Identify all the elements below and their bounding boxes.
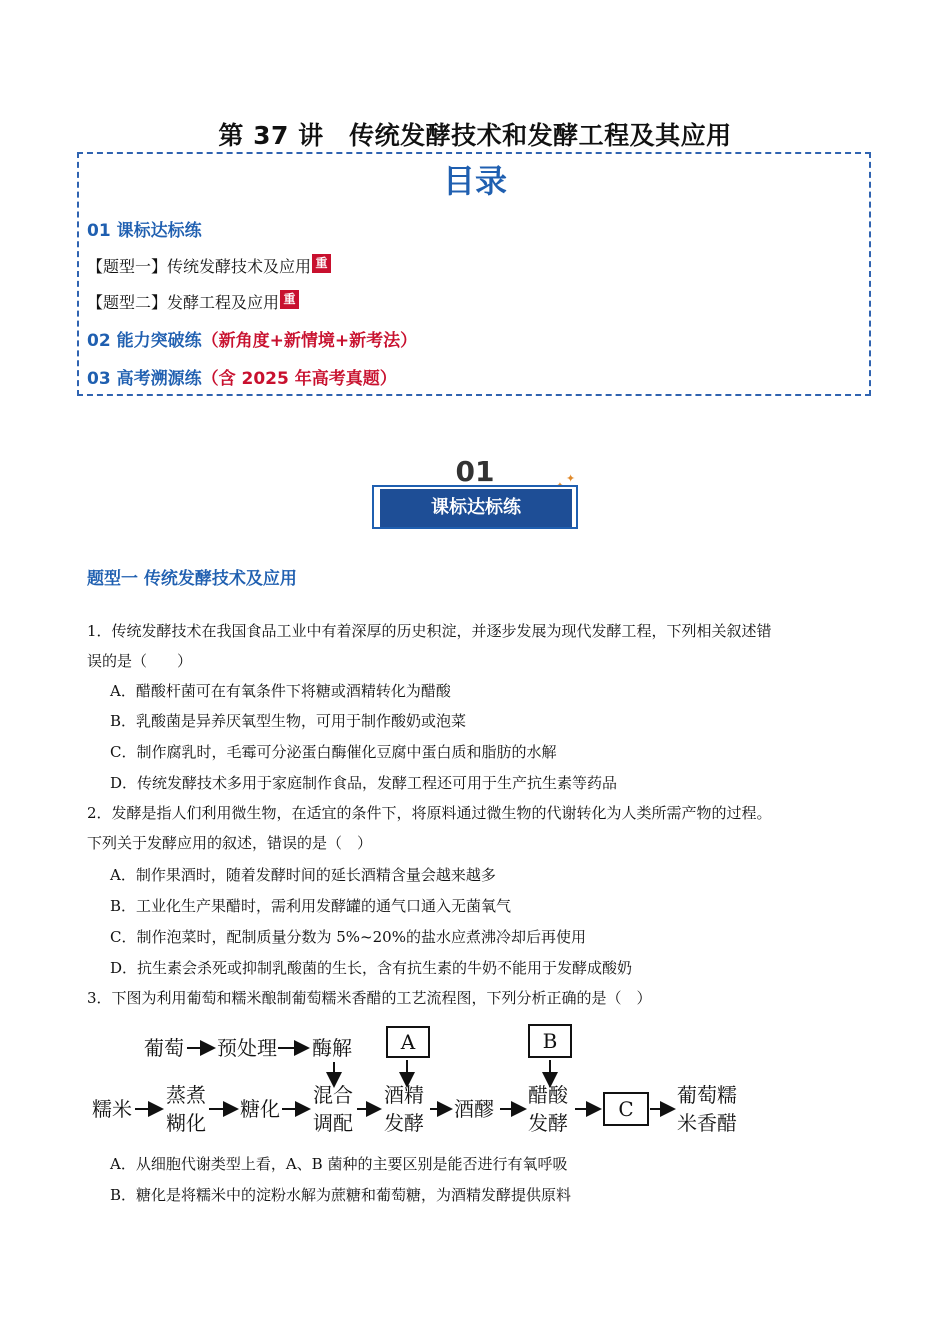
flow-steam-line2: 糊化 xyxy=(166,1111,206,1135)
flow-box-a: A xyxy=(386,1026,430,1058)
key-point-badge: 重 xyxy=(280,290,299,309)
flow-alcohol-line1: 酒精 xyxy=(384,1083,424,1107)
flow-steam-line1: 蒸煮 xyxy=(166,1083,206,1107)
toc-type-2[interactable] xyxy=(87,290,299,313)
flow-product-line1: 葡萄糯 xyxy=(677,1083,737,1107)
q3-option-a: A．从细胞代谢类型上看，A、B 菌种的主要区别是能否进行有氧呼吸 xyxy=(110,1155,568,1173)
q1-stem-line1: 1．传统发酵技术在我国食品工业中有着深厚的历史积淀，并逐步发展为现代发酵工程，下列相关叙述错 xyxy=(87,622,772,640)
page-title: 第 37 讲 传统发酵技术和发酵工程及其应用 xyxy=(218,121,732,150)
toc-heading: 目录 xyxy=(442,162,507,200)
q1-option-c: C．制作腐乳时，毛霉可分泌蛋白酶催化豆腐中蛋白质和脂肪的水解 xyxy=(110,743,557,761)
question-type-title: 题型一 传统发酵技术及应用 xyxy=(87,569,297,589)
q1-option-d: D．传统发酵技术多用于家庭制作食品，发酵工程还可用于生产抗生素等药品 xyxy=(110,774,618,792)
toc-section-3[interactable] xyxy=(87,364,397,389)
flow-product-line2: 米香醋 xyxy=(677,1111,737,1135)
toc-section-2[interactable] xyxy=(87,326,417,351)
q2-option-a: A．制作果酒时，随着发酵时间的延长酒精含量会越来越多 xyxy=(110,866,496,884)
sparkle-icon: ✦ xyxy=(566,472,576,485)
flow-mix-line1: 混合 xyxy=(313,1083,353,1107)
toc-section-1[interactable]: 01 课标达标练 xyxy=(87,221,202,241)
q3-stem: 3．下图为利用葡萄和糯米酿制葡萄糯米香醋的工艺流程图，下列分析正确的是（ ） xyxy=(87,989,652,1007)
q2-option-c: C．制作泡菜时，配制质量分数为 5%~20%的盐水应煮沸冷却后再使用 xyxy=(110,928,586,946)
q1-option-a: A．醋酸杆菌可在有氧条件下将糖或酒精转化为醋酸 xyxy=(110,682,451,700)
section-badge: 课标达标练 xyxy=(380,489,572,527)
q1-option-b: B．乳酸菌是异养厌氧型生物，可用于制作酸奶或泡菜 xyxy=(110,712,467,730)
toc-section-3-label: 03 高考溯源练 xyxy=(87,369,202,389)
flow-acetic-line1: 醋酸 xyxy=(528,1083,568,1107)
q2-stem-line1: 2．发酵是指人们利用微生物，在适宜的条件下，将原料通过微生物的代谢转化为人类所需产物的过程。 xyxy=(87,804,772,822)
toc-type-1[interactable] xyxy=(87,254,331,277)
toc-type-2-label: 【题型二】发酵工程及应用 xyxy=(87,293,280,312)
toc-type-1-label: 【题型一】传统发酵技术及应用 xyxy=(87,257,312,276)
flow-rice: 糯米 xyxy=(92,1097,132,1121)
flow-box-b: B xyxy=(528,1024,572,1058)
flow-saccharify: 糖化 xyxy=(240,1097,280,1121)
q2-option-b: B．工业化生产果醋时，需利用发酵罐的通气口通入无菌氧气 xyxy=(110,897,512,915)
section-number: 01 xyxy=(455,455,495,488)
flow-mix-line2: 调配 xyxy=(313,1111,353,1135)
flow-enzymolysis: 酶解 xyxy=(312,1036,352,1060)
flow-box-c: C xyxy=(603,1092,649,1126)
toc-section-3-note: （含 2025 年高考真题） xyxy=(201,369,397,389)
flow-acetic-line2: 发酵 xyxy=(528,1111,568,1135)
flow-grape: 葡萄 xyxy=(144,1036,184,1060)
flow-mash: 酒醪 xyxy=(454,1097,494,1121)
toc-section-2-note: （新角度+新情境+新考法） xyxy=(201,331,418,351)
flow-pretreat: 预处理 xyxy=(217,1036,277,1060)
process-flowchart xyxy=(80,1020,780,1145)
q2-stem-line2: 下列关于发酵应用的叙述，错误的是（ ） xyxy=(87,834,373,852)
toc-section-2-label: 02 能力突破练 xyxy=(87,331,202,351)
flow-alcohol-line2: 发酵 xyxy=(384,1111,424,1135)
q2-option-d: D．抗生素会杀死或抑制乳酸菌的生长，含有抗生素的牛奶不能用于发酵成酸奶 xyxy=(110,959,633,977)
q1-stem-line2: 误的是（ ） xyxy=(87,652,193,670)
key-point-badge: 重 xyxy=(312,254,331,273)
q3-option-b: B．糖化是将糯米中的淀粉水解为蔗糖和葡萄糖，为酒精发酵提供原料 xyxy=(110,1186,572,1204)
sparkle-icon: ✦ xyxy=(557,481,563,489)
